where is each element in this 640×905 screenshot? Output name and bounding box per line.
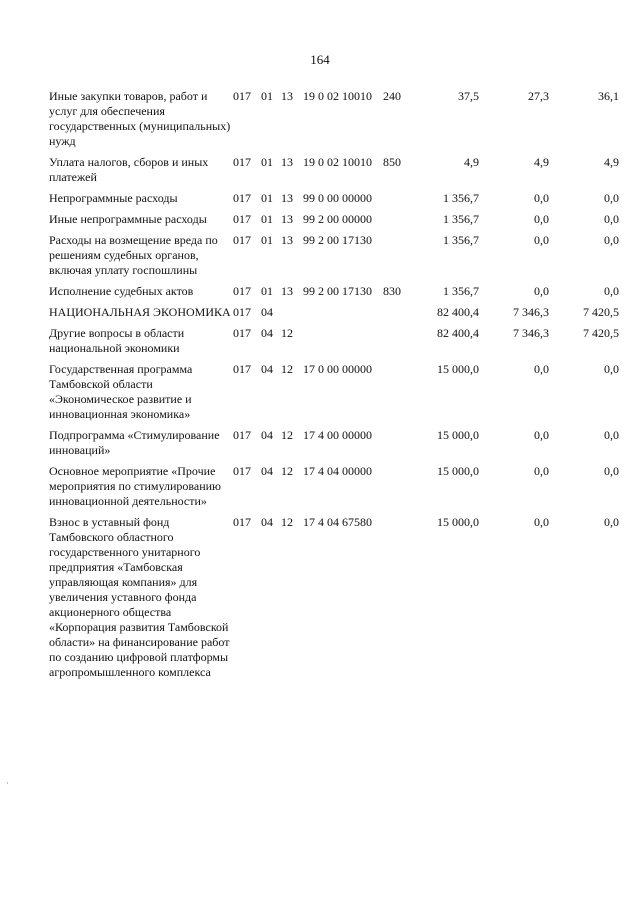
- row-amount-year-2: 7 346,3: [513, 326, 549, 340]
- row-section-code: 01: [261, 155, 273, 169]
- row-subsection-code: 12: [281, 326, 293, 340]
- row-amount-year-3: 0,0: [604, 362, 619, 376]
- row-subsection-code: 12: [281, 428, 293, 442]
- table-row: [49, 305, 619, 320]
- table-row: [49, 89, 619, 149]
- row-subsection-code: 13: [281, 212, 293, 226]
- row-amount-year-2: 0,0: [534, 362, 549, 376]
- row-expense-type-code: [383, 233, 409, 278]
- row-amount-year-2: 0,0: [534, 464, 549, 478]
- row-target-article-code: 17 4 04 67580: [303, 515, 372, 529]
- row-amount-year-1: 4,9: [464, 155, 479, 169]
- row-amount-year-1: 1 356,7: [443, 284, 479, 298]
- row-section-code: 01: [261, 191, 273, 205]
- table-row: [49, 362, 619, 422]
- row-amount-year-3: 0,0: [604, 284, 619, 298]
- table-row: [49, 212, 619, 227]
- row-grbs-code: 017: [233, 464, 251, 478]
- row-grbs-code: 017: [233, 233, 251, 247]
- row-expense-type-code: [383, 212, 409, 227]
- row-name: Иные закупки товаров, работ и услуг для обеспечения государственных (муниципальных) нужд: [49, 89, 231, 148]
- row-subsection-code: 13: [281, 191, 293, 205]
- row-grbs-code: 017: [233, 284, 251, 298]
- row-section-code: 04: [261, 464, 273, 478]
- row-target-article-code: 19 0 02 10010: [303, 155, 372, 169]
- row-expense-type-code: [383, 515, 409, 680]
- row-amount-year-3: 0,0: [604, 233, 619, 247]
- row-subsection-code: 13: [281, 233, 293, 247]
- row-name: Другие вопросы в области национальной экономики: [49, 326, 185, 355]
- row-subsection-code: 13: [281, 284, 293, 298]
- budget-rows: [49, 89, 619, 680]
- row-amount-year-3: 7 420,5: [583, 305, 619, 319]
- row-subsection-code: 12: [281, 515, 293, 529]
- row-name: Иные непрограммные расходы: [49, 212, 207, 226]
- row-amount-year-1: 15 000,0: [437, 464, 479, 478]
- page-number: 164: [310, 52, 330, 67]
- row-target-article-code: 99 2 00 17130: [303, 284, 372, 298]
- row-amount-year-2: 0,0: [534, 212, 549, 226]
- row-grbs-code: 017: [233, 362, 251, 376]
- row-section-code: 01: [261, 284, 273, 298]
- row-target-article-code: 99 0 00 00000: [303, 191, 372, 205]
- row-amount-year-1: 37,5: [458, 89, 479, 103]
- row-amount-year-2: 0,0: [534, 515, 549, 529]
- row-grbs-code: 017: [233, 305, 251, 319]
- row-amount-year-3: 36,1: [598, 89, 619, 103]
- row-name: Исполнение судебных актов: [49, 284, 194, 298]
- table-row: [49, 428, 619, 458]
- margin-mark: ·: [6, 778, 9, 788]
- row-amount-year-2: 4,9: [534, 155, 549, 169]
- table-row: [49, 155, 619, 185]
- row-target-article-code: 99 2 00 00000: [303, 212, 372, 226]
- row-amount-year-2: 0,0: [534, 191, 549, 205]
- row-target-article-code: 17 0 00 00000: [303, 362, 372, 376]
- row-grbs-code: 017: [233, 326, 251, 340]
- row-grbs-code: 017: [233, 155, 251, 169]
- row-expense-type-code: [383, 428, 409, 458]
- row-expense-type-code: [383, 305, 409, 320]
- row-grbs-code: 017: [233, 89, 251, 103]
- table-row: [49, 284, 619, 299]
- row-grbs-code: 017: [233, 212, 251, 226]
- row-name: Государственная программа Тамбовской области «Экономическое развитие и инновационная экономика»: [49, 362, 193, 421]
- row-amount-year-1: 15 000,0: [437, 428, 479, 442]
- row-subsection-code: 12: [281, 464, 293, 478]
- row-grbs-code: 017: [233, 428, 251, 442]
- row-target-article-code: 99 2 00 17130: [303, 233, 372, 247]
- table-row: [49, 515, 619, 680]
- row-expense-type-code: [383, 464, 409, 509]
- row-subsection-code: 12: [281, 362, 293, 376]
- row-amount-year-3: 0,0: [604, 428, 619, 442]
- row-amount-year-3: 0,0: [604, 464, 619, 478]
- row-section-code: 04: [261, 326, 273, 340]
- row-section-code: 04: [261, 515, 273, 529]
- row-section-code: 04: [261, 362, 273, 376]
- row-amount-year-2: 0,0: [534, 284, 549, 298]
- table-row: [49, 326, 619, 356]
- row-amount-year-1: 1 356,7: [443, 212, 479, 226]
- row-amount-year-1: 82 400,4: [437, 305, 479, 319]
- row-section-code: 01: [261, 212, 273, 226]
- row-target-article-code: 19 0 02 10010: [303, 89, 372, 103]
- row-expense-type-code: 850: [383, 155, 401, 169]
- row-section-code: 04: [261, 428, 273, 442]
- row-target-article-code: [303, 326, 383, 356]
- row-grbs-code: 017: [233, 515, 251, 529]
- row-expense-type-code: 830: [383, 284, 401, 298]
- row-amount-year-3: 4,9: [604, 155, 619, 169]
- table-row: [49, 464, 619, 509]
- table-row: [49, 191, 619, 206]
- row-target-article-code: 17 4 04 00000: [303, 464, 372, 478]
- row-section-code: 04: [261, 305, 273, 319]
- row-amount-year-1: 1 356,7: [443, 191, 479, 205]
- row-subsection-code: [281, 305, 303, 320]
- row-expense-type-code: [383, 362, 409, 422]
- row-grbs-code: 017: [233, 191, 251, 205]
- row-section-code: 01: [261, 89, 273, 103]
- table-row: [49, 233, 619, 278]
- row-expense-type-code: [383, 326, 409, 356]
- row-name: Основное мероприятие «Прочие мероприятия по стимулированию инновационной деятельности»: [49, 464, 222, 508]
- row-amount-year-2: 7 346,3: [513, 305, 549, 319]
- row-amount-year-3: 0,0: [604, 212, 619, 226]
- row-name: НАЦИОНАЛЬНАЯ ЭКОНОМИКА: [49, 305, 231, 319]
- row-section-code: 01: [261, 233, 273, 247]
- row-expense-type-code: [383, 191, 409, 206]
- row-subsection-code: 13: [281, 155, 293, 169]
- row-name: Подпрограмма «Стимулирование инноваций»: [49, 428, 220, 457]
- row-target-article-code: [303, 305, 383, 320]
- row-amount-year-2: 0,0: [534, 233, 549, 247]
- row-amount-year-1: 82 400,4: [437, 326, 479, 340]
- row-expense-type-code: 240: [383, 89, 401, 103]
- row-amount-year-1: 1 356,7: [443, 233, 479, 247]
- row-amount-year-2: 0,0: [534, 428, 549, 442]
- budget-table: [49, 89, 619, 680]
- row-name: Расходы на возмещение вреда по решениям судебных органов, включая уплату госпошлины: [49, 233, 218, 277]
- row-name: Взнос в уставный фонд Тамбовского областного государственного унитарного предприятия «Тамбовская управляющая компания» для увеличения уставного фонда акционерного общества «Корпорация развития Тамбовской области» на финансирование работ по созданию цифровой платформы агропромышленного комплекса: [49, 515, 230, 679]
- row-subsection-code: 13: [281, 89, 293, 103]
- row-name: Уплата налогов, сборов и иных платежей: [49, 155, 209, 184]
- row-amount-year-1: 15 000,0: [437, 362, 479, 376]
- row-amount-year-3: 0,0: [604, 191, 619, 205]
- row-name: Непрограммные расходы: [49, 191, 178, 205]
- row-amount-year-1: 15 000,0: [437, 515, 479, 529]
- row-amount-year-3: 7 420,5: [583, 326, 619, 340]
- row-amount-year-3: 0,0: [604, 515, 619, 529]
- row-target-article-code: 17 4 00 00000: [303, 428, 372, 442]
- row-amount-year-2: 27,3: [528, 89, 549, 103]
